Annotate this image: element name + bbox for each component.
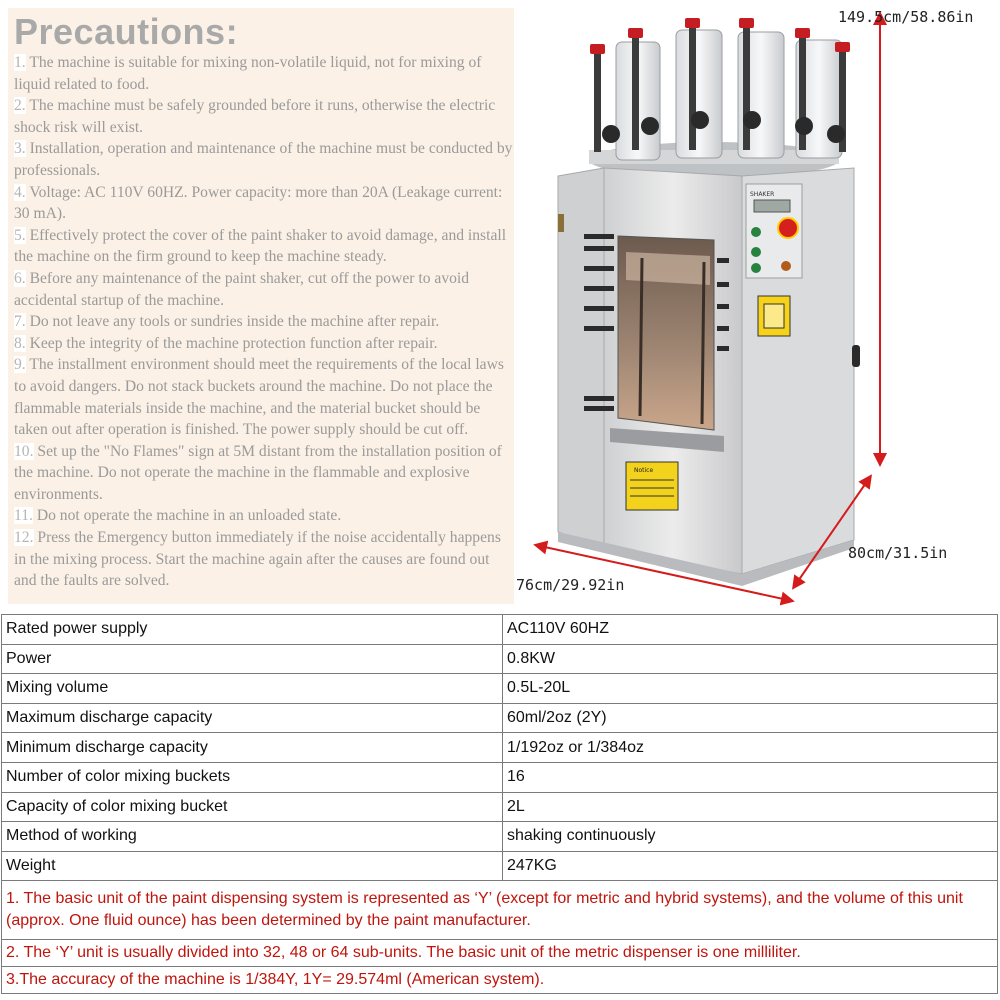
table-row xyxy=(2,792,998,822)
depth-dimension-label: 80cm/31.5in xyxy=(848,544,948,562)
spec-key: Mixing volume xyxy=(2,674,503,704)
spec-key: Minimum discharge capacity xyxy=(2,733,503,763)
spec-value: AC110V 60HZ xyxy=(503,615,998,645)
spec-value: 247KG xyxy=(503,851,998,881)
table-row xyxy=(2,644,998,674)
note-row xyxy=(2,967,998,994)
table-row xyxy=(2,703,998,733)
spec-key: Method of working xyxy=(2,822,503,852)
emergency-stop-icon xyxy=(778,218,798,238)
table-row xyxy=(2,762,998,792)
precaution-item: 7. Do not leave any tools or sundries inside the machine after repair. xyxy=(14,313,440,331)
note-row xyxy=(2,881,998,940)
paint-shaker-drawing xyxy=(514,0,1000,608)
spec-value: 0.8KW xyxy=(503,644,998,674)
spec-key: Number of color mixing buckets xyxy=(2,762,503,792)
spec-value: 0.5L-20L xyxy=(503,674,998,704)
table-row xyxy=(2,615,998,645)
precaution-item: 12. Press the Emergency button immediately if the noise accidentally happens in the mixing process. Start the machine again after the causes are found out and the faults are solved. xyxy=(14,529,501,590)
colorant-canisters xyxy=(590,18,850,160)
notice-sticker xyxy=(626,462,678,510)
table-row xyxy=(2,733,998,763)
specification-table xyxy=(1,614,998,994)
height-dimension-label: 149.5cm/58.86in xyxy=(838,8,974,26)
precautions-panel xyxy=(8,8,514,604)
precaution-item: 3. Installation, operation and maintenance of the machine must be conducted by professionals. xyxy=(14,140,513,179)
spec-key: Power xyxy=(2,644,503,674)
spec-value: 60ml/2oz (2Y) xyxy=(503,703,998,733)
precaution-item: 5. Effectively protect the cover of the paint shaker to avoid damage, and install the machine on the firm ground to keep the machine steady. xyxy=(14,226,507,266)
brand-plate: SHAKER xyxy=(750,191,775,198)
spec-key: Weight xyxy=(2,851,503,881)
precautions-list xyxy=(14,52,514,592)
spec-value: 1/192oz or 1/384oz xyxy=(503,733,998,763)
precaution-item: 2. The machine must be safely grounded before it runs, otherwise the electric shock risk will exist. xyxy=(14,97,496,136)
width-dimension-label: 76cm/29.92in xyxy=(516,576,625,594)
note-row xyxy=(2,940,998,967)
precaution-item: 10. Set up the "No Flames" sign at 5M distant from the installation position of the machine. Do not operate the machine in the flammable and explosive environments. xyxy=(14,442,502,503)
spec-key: Maximum discharge capacity xyxy=(2,703,503,733)
start-button-icon xyxy=(751,227,761,237)
spec-key: Rated power supply xyxy=(2,615,503,645)
spec-key: Capacity of color mixing bucket xyxy=(2,792,503,822)
precaution-item: 8. Keep the integrity of the machine protection function after repair. xyxy=(14,334,438,352)
precaution-item: 9. The installment environment should meet the requirements of the local laws to avoid dangers. Do not stack buckets around the machine. Do not place the flammable materials inside the machine, and the material bucket should be taken out after operation is finished. The power supply should be cut off. xyxy=(14,356,504,439)
table-row xyxy=(2,674,998,704)
precaution-item: 4. Voltage: AC 110V 60HZ. Power capacity: more than 20A (Leakage current: 30 mA). xyxy=(14,183,503,223)
spec-value: shaking continuously xyxy=(503,822,998,852)
precaution-item: 11. Do not operate the machine in an unloaded state. xyxy=(14,507,342,525)
table-row xyxy=(2,851,998,881)
note-text: 2. The ‘Y’ unit is usually divided into 32, 48 or 64 sub-units. The basic unit of the metric dispenser is one milliliter. xyxy=(2,940,998,967)
note-text: 3.The accuracy of the machine is 1/384Y, 1Y= 29.574ml (American system). xyxy=(2,967,998,994)
table-row xyxy=(2,822,998,852)
machine-illustration xyxy=(514,0,1000,608)
precaution-item: 6. Before any maintenance of the paint shaker, cut off the power to avoid accidental startup of the machine. xyxy=(14,269,470,309)
spec-value: 2L xyxy=(503,792,998,822)
notice-label: Notice xyxy=(634,467,654,474)
precaution-item: 1. The machine is suitable for mixing non-volatile liquid, not for mixing of liquid related to food. xyxy=(14,54,482,93)
spec-value: 16 xyxy=(503,762,998,792)
note-text: 1. The basic unit of the paint dispensing system is represented as ‘Y’ (except for metric and hybrid systems), and the volume of this unit (approx. One fluid ounce) has been determined by the paint manufacturer. xyxy=(2,881,998,940)
precautions-title: Precautions: xyxy=(14,11,239,52)
